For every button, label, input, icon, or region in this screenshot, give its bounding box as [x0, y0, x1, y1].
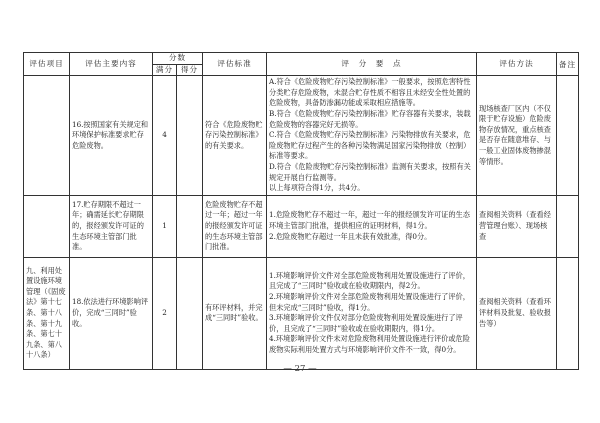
full-score-cell: 1 [153, 195, 177, 257]
item-cell: 九、利用处置设施环境管理（《固废法》第十七条、第十八条、第十九条、第七十九条、第八十八条） [24, 257, 70, 369]
point-item: 1.环境影响评价文件对全部危险废物利用处置设施进行了评价，且完成了“三同时”验收或在验收期限内，得2分。 [269, 270, 470, 291]
table-row [24, 76, 579, 196]
content-cell: 18.依法进行环境影响评价，完成“三同时”验收。 [70, 257, 153, 369]
method-cell: 查阅相关资料（查看环评材料及批复、验收报告等） [477, 257, 557, 369]
point-item: 以上每项符合得1分，共4分。 [269, 183, 365, 193]
header-content: 评估主要内容 [70, 53, 153, 76]
header-row [24, 53, 579, 65]
remark-cell [557, 195, 579, 257]
page-number: — 27 — [283, 364, 317, 374]
remark-cell [557, 257, 579, 369]
point-item: 3.环境影响评价文件仅对部分危险废物利用处置设施进行了评价，且完成了“三同时”验收或在验收期限内，得1分。 [269, 313, 463, 333]
header-score: 分数 [153, 53, 203, 65]
header-points: 评 分 要 点 [267, 53, 477, 76]
item-cell [24, 195, 70, 257]
header-item: 评估项目 [24, 53, 70, 76]
points-cell [267, 76, 477, 196]
remark-cell [557, 76, 579, 196]
point-item: D.符合《危险废物贮存污染控制标准》监测有关要求，按照有关规定开展自行监测等。 [269, 161, 471, 182]
item-cell [24, 76, 70, 196]
table-row [24, 195, 579, 257]
content-cell: 17.贮存期限不超过一年；确需延长贮存期限的，报经颁发许可证的生态环境主管部门批准。 [70, 195, 153, 257]
point-item: A.符合《危险废物贮存污染控制标准》一般要求，按照危害特性分类贮存危险废物，未混合贮存性质不相容且未经安全性处置的危险废物，具备防渗漏功能或采取相应措施等。 [269, 77, 471, 108]
evaluation-table [23, 52, 579, 370]
full-score-cell: 4 [153, 76, 177, 196]
got-score-cell [177, 195, 203, 257]
point-item: C.符合《危险废物贮存污染控制标准》污染物排放有关要求，危险废物贮存过程产生的各种污染物满足国家污染物排放（控制）标准等要求。 [269, 130, 471, 161]
standard-cell: 危险废物贮存不超过一年；超过一年的报经颁发许可证的生态环境主管部门批准。 [203, 195, 267, 257]
standard-cell: 符合《危险废物贮存污染控制标准》的有关要求。 [203, 76, 267, 196]
header-method: 评估方法 [477, 53, 557, 76]
standard-cell: 有环评材料，并完成“三同时”验收。 [203, 257, 267, 369]
point-item: 2.环境影响评价文件对全部危险废物利用处置设施进行了评价，但未完成“三同时”验收，得1分。 [269, 292, 470, 312]
point-item: 1.危险废物贮存不超过一年，超过一年的报经颁发许可证的生态环境主管部门批准，提供相应的证明材料，得1分。 [269, 210, 470, 230]
method-cell: 查阅相关资料（查看经营管理台账）、现场核查 [477, 195, 557, 257]
full-score-cell: 2 [153, 257, 177, 369]
header-remark: 备注 [557, 53, 579, 76]
points-cell [267, 257, 477, 369]
header-full-score: 满分 [153, 64, 177, 76]
point-item: 2.危险废物贮存超过一年且未获有效批准，得0分。 [269, 231, 432, 241]
method-cell: 现场核查厂区内（不仅限于贮存设施）危险废物存放情况，重点核查是否存在随意堆存、与一般工业固体废物掺混等情形。 [477, 76, 557, 196]
header-got-score: 得分 [177, 64, 203, 76]
got-score-cell [177, 257, 203, 369]
table-row [24, 257, 579, 369]
content-cell: 16.按照国家有关规定和环境保护标准要求贮存危险废物。 [70, 76, 153, 196]
header-standard: 评估标准 [203, 53, 267, 76]
points-cell [267, 195, 477, 257]
got-score-cell [177, 76, 203, 196]
point-item: B.符合《危险废物贮存污染控制标准》贮存容器有关要求，装载危险废物的容器完好无损等。 [269, 108, 471, 129]
point-item: 4.环境影响评价文件未对危险废物利用处置设施进行评价或危险废物实际利用处置方式与环境影响评价文件不一致，得0分。 [269, 334, 470, 354]
